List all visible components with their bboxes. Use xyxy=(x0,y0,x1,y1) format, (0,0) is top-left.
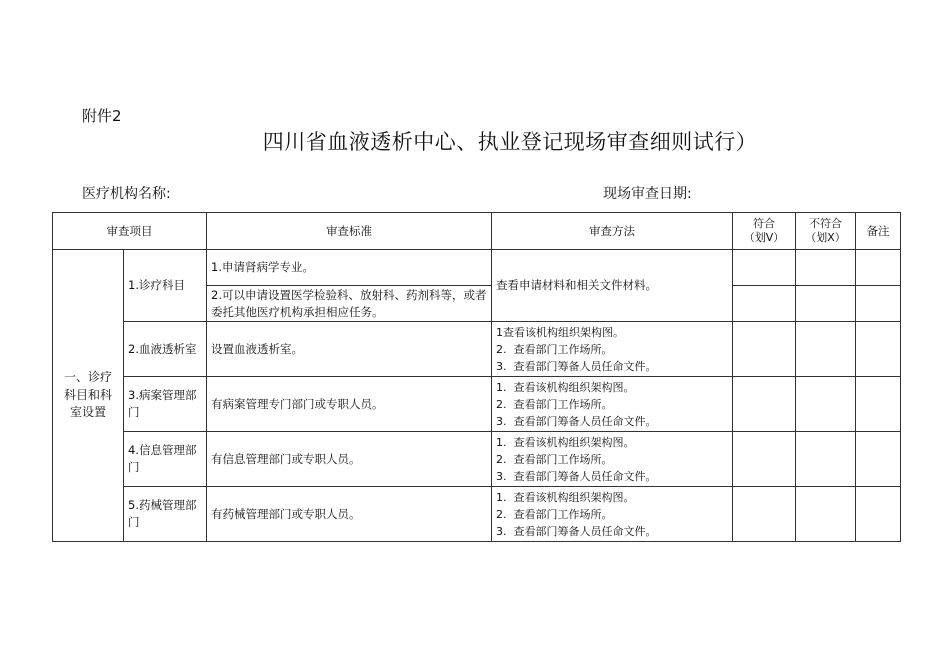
section-text: 一、诊疗科目和科室设置 xyxy=(63,370,112,420)
pass-cell[interactable] xyxy=(733,322,796,377)
header-row xyxy=(53,213,901,250)
section-label xyxy=(53,250,124,542)
note-cell[interactable] xyxy=(856,286,901,322)
review-table xyxy=(52,212,901,542)
fail-cell[interactable] xyxy=(796,322,856,377)
method-step: 3. 查看部门筹备人员任命文件。 xyxy=(496,359,657,373)
item-cell: 4.信息管理部门 xyxy=(124,432,207,487)
method-step: 1. 查看该机构组织架构图。 xyxy=(496,435,635,449)
document-title: 四川省血液透析中心、执业登记现场审查细则试行） xyxy=(262,130,758,154)
standard-cell: 有药械管理部门或专职人员。 xyxy=(207,487,492,542)
header-pass-label: 符合 （划V） xyxy=(743,217,785,244)
header-standard: 审查标准 xyxy=(207,213,492,250)
pass-cell[interactable] xyxy=(733,377,796,432)
standard-cell: 设置血液透析室。 xyxy=(207,322,492,377)
note-cell[interactable] xyxy=(856,322,901,377)
header-note: 备注 xyxy=(856,213,901,250)
standard-cell: 1.申请肾病学专业。 xyxy=(207,250,492,286)
fail-cell[interactable] xyxy=(796,432,856,487)
method-step: 1. 查看该机构组织架构图。 xyxy=(496,380,635,394)
method-step: 3. 查看部门筹备人员任命文件。 xyxy=(496,524,657,538)
header-method: 审查方法 xyxy=(492,213,733,250)
attachment-label: 附件2 xyxy=(82,107,122,125)
method-step: 1. 查看该机构组织架构图。 xyxy=(496,490,635,504)
standard-cell: 2.可以申请设置医学检验科、放射科、药剂科等，或者委托其他医疗机构承担相应任务。 xyxy=(207,286,492,322)
method-cell xyxy=(492,322,733,377)
pass-cell[interactable] xyxy=(733,250,796,286)
note-cell[interactable] xyxy=(856,487,901,542)
item-cell: 1.诊疗科目 xyxy=(124,250,207,322)
table-row xyxy=(53,432,901,487)
note-cell[interactable] xyxy=(856,377,901,432)
standard-cell: 有信息管理部门或专职人员。 xyxy=(207,432,492,487)
fail-cell[interactable] xyxy=(796,250,856,286)
header-item: 审查项目 xyxy=(53,213,207,250)
method-step: 1查看该机构组织架构图。 xyxy=(496,325,624,339)
review-date-label: 现场审查日期: xyxy=(603,186,692,202)
method-step: 2. 查看部门工作场所。 xyxy=(496,507,613,521)
item-cell: 5.药械管理部门 xyxy=(124,487,207,542)
institution-name-label: 医疗机构名称: xyxy=(82,186,171,202)
method-step: 3. 查看部门筹备人员任命文件。 xyxy=(496,469,657,483)
method-cell xyxy=(492,432,733,487)
pass-cell[interactable] xyxy=(733,487,796,542)
method-step: 3. 查看部门筹备人员任命文件。 xyxy=(496,414,657,428)
table-row xyxy=(53,487,901,542)
header-pass xyxy=(733,213,796,250)
note-cell[interactable] xyxy=(856,250,901,286)
item-cell: 3.病案管理部门 xyxy=(124,377,207,432)
table-row xyxy=(53,322,901,377)
fail-cell[interactable] xyxy=(796,487,856,542)
header-fail-label: 不符合 （划X） xyxy=(805,217,846,244)
method-cell xyxy=(492,377,733,432)
table-row xyxy=(53,250,901,286)
note-cell[interactable] xyxy=(856,432,901,487)
table-row xyxy=(53,377,901,432)
pass-cell[interactable] xyxy=(733,286,796,322)
method-step: 2. 查看部门工作场所。 xyxy=(496,342,613,356)
header-fail xyxy=(796,213,856,250)
pass-cell[interactable] xyxy=(733,432,796,487)
method-cell: 查看申请材料和相关文件材料。 xyxy=(492,250,733,322)
method-cell xyxy=(492,487,733,542)
method-step: 2. 查看部门工作场所。 xyxy=(496,452,613,466)
fail-cell[interactable] xyxy=(796,286,856,322)
item-cell: 2.血液透析室 xyxy=(124,322,207,377)
method-step: 2. 查看部门工作场所。 xyxy=(496,397,613,411)
fail-cell[interactable] xyxy=(796,377,856,432)
standard-cell: 有病案管理专门部门或专职人员。 xyxy=(207,377,492,432)
